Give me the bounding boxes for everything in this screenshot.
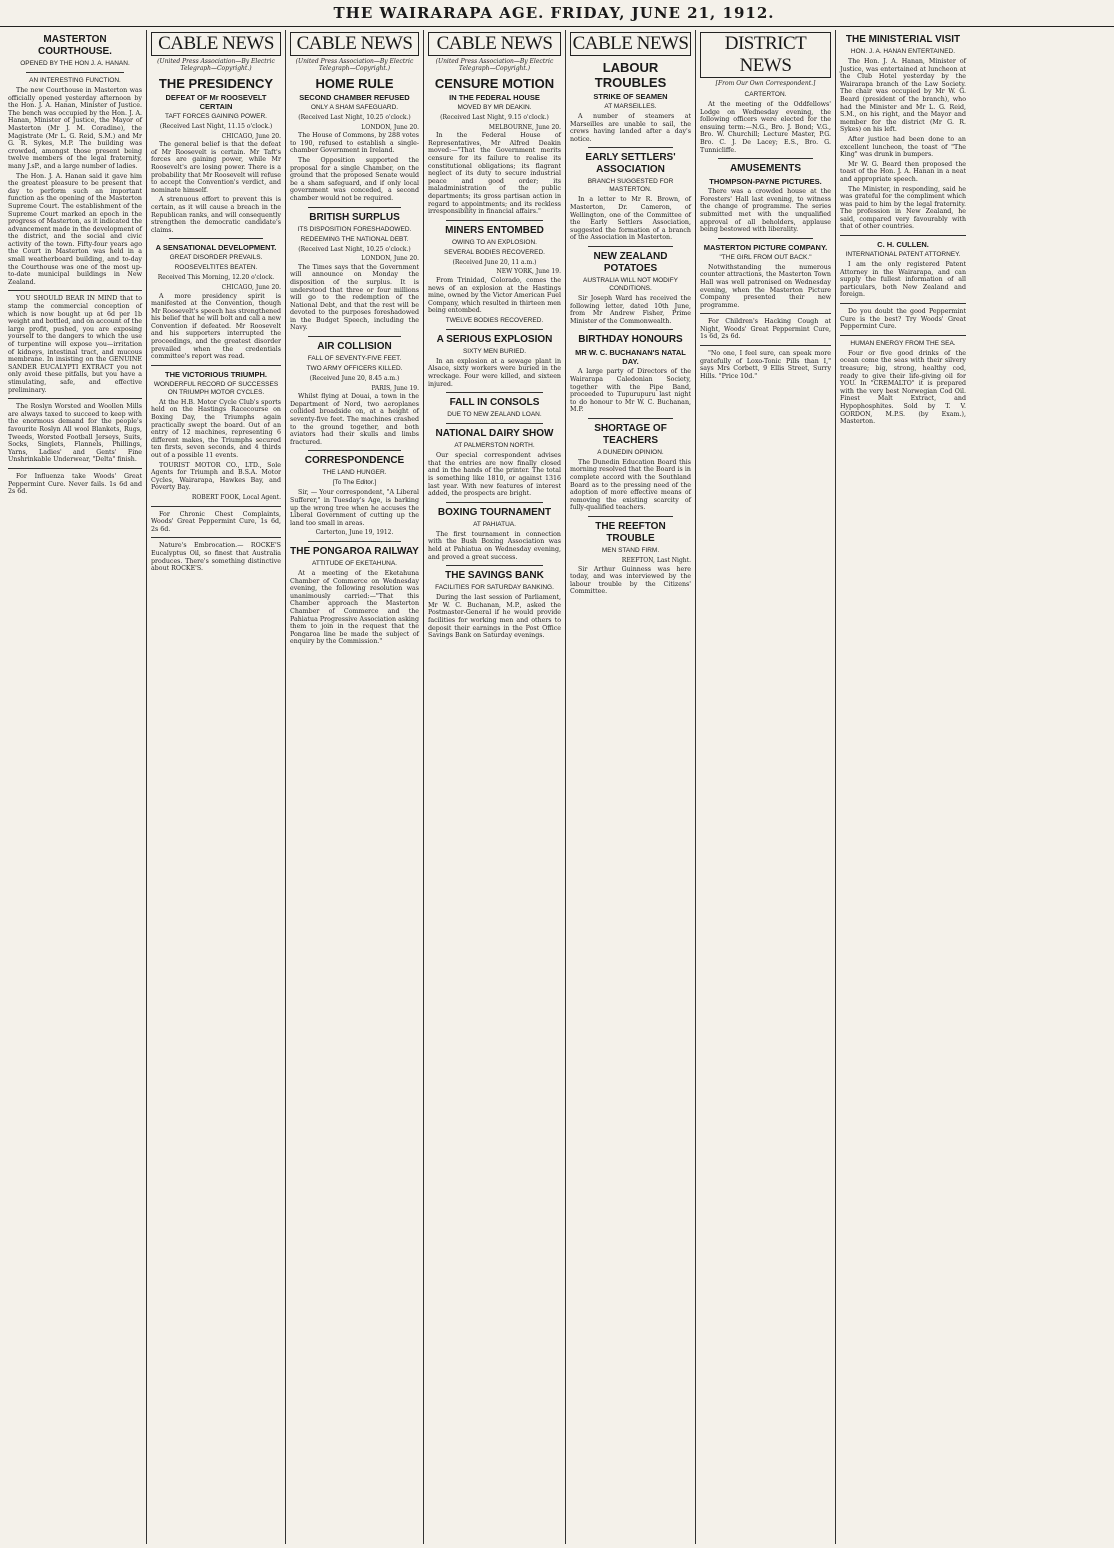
advert-chest: For Chronic Chest Complaints, Woods' Great Peppermint Cure, 1s 6d, 2s 6d. (151, 510, 281, 533)
article-paragraph: Notwithstanding the numerous counter attractions, the Masterton Town Hall was well patronised on Wednesday evening, when the Masterton Picture Company presented their new programme. (700, 263, 831, 309)
subhead-sensational: A SENSATIONAL DEVELOPMENT. (155, 243, 277, 253)
rule (446, 392, 543, 393)
article-paragraph: A large party of Directors of the Wairarapa Caledonian Society, together with the Pipe Band, proceeded to Tupurupuru last night to do honour to Mr W. C. Buchanan, M.P. (570, 368, 691, 414)
subhead-defeat: DEFEAT OF Mr ROOSEVELT CERTAIN (165, 93, 267, 111)
article-paragraph: In an explosion at a sewage plant in Alsace, sixty workers were buried in the wreckage. Four were killed, and sixteen injured. (428, 357, 561, 388)
dateline-place: MELBOURNE, June 20. (488, 123, 561, 131)
advert-cullen-title: INTERNATIONAL PATENT ATTORNEY. (845, 251, 961, 259)
rule (446, 423, 543, 424)
rule (446, 329, 543, 330)
rule (700, 345, 831, 346)
advert-rockes: Nature's Embrocation.— ROCKE'S Eucalyptus Oil, so finest that Australia produces. There's something distinctive about ROCKE'S. (151, 542, 281, 573)
headline-labour: LABOUR TROUBLES (594, 60, 667, 90)
column-cable-home-rule (286, 30, 424, 1544)
subhead-buchanan: MR W. C. BUCHANAN'S NATAL DAY. (575, 348, 686, 367)
subhead-dunedin: A DUNEDIN OPINION. (597, 448, 664, 456)
subhead-federal: IN THE FEDERAL HOUSE (449, 93, 540, 102)
headline-miners: MINERS ENTOMBED (445, 224, 544, 236)
columns (4, 30, 1110, 1544)
subhead-entertained: HON. J. A. HANAN ENTERTAINED. (850, 48, 956, 55)
headline-presidency: THE PRESIDENCY (158, 76, 274, 91)
headline-dairy-show: NATIONAL DAIRY SHOW (435, 428, 554, 440)
rule (588, 147, 673, 148)
received-line: (Received Last Night, 10.25 o'clock.) (298, 114, 411, 121)
article-paragraph: The House of Commons, by 288 votes to 190, refused to establish a single-chamber Government in Ireland. (290, 132, 419, 155)
subhead-twelve: TWELVE BODIES RECOVERED. (445, 316, 544, 324)
subhead-australia: AUSTRALIA WILL NOT MODIFY CONDITIONS. (583, 276, 678, 292)
article-paragraph: The new Courthouse in Masterton was officially opened yesterday afternoon by the Hon. J. A. Hanan, Minister of Justice. The bench was occupied by the Hon. J. A. Hanan, Minister of Justice, the Mayor of Masterton (Mr J. M. Coradine), the Magistrate (Mr L. G. Reid, S.M.) and Mr G. R. Sykes, M.P. The building was crowded, amongst those present being twelve members of the legal fraternity, many J.sP., and a large number of ladies. (8, 87, 142, 170)
article-paragraph: In the Federal House of Representatives, Mr Alfred Deakin moved:—"That the Government merits censure for its failure to realise its constitutional obligations; its flagrant neglect of its duty to secure industrial peace and good order; its maladministration of the public departments; its gross partisan action in regard to appointments; and its reckless irresponsibility in financial affairs." (428, 132, 561, 216)
rule (8, 290, 142, 291)
masthead (0, 0, 1114, 27)
headline-censure: CENSURE MOTION (434, 76, 555, 91)
subhead-beaten: ROOSEVELTITES BEATEN. (174, 264, 258, 272)
subhead-officers: TWO ARMY OFFICERS KILLED. (306, 365, 403, 373)
press-credit: (United Press Association—By Electric Telegraph—Copyright.) (295, 58, 414, 72)
headline-birthday: BIRTHDAY HONOURS (578, 334, 683, 346)
press-credit: (United Press Association—By Electric Telegraph—Copyright.) (435, 58, 554, 72)
dateline-place: CHICAGO, June 20. (221, 132, 281, 140)
article-paragraph: From Trinidad, Colorado, comes the news of an explosion at the Hastings mine, owned by the Victor American Fuel Company, which resulted in thirteen men being entombed. (428, 276, 561, 315)
advert-cullen-name: C. H. CULLEN. (877, 240, 929, 250)
headline-serious-explosion: A SERIOUS EXPLOSION (436, 333, 553, 345)
subhead-saturday: FACILITIES FOR SATURDAY BANKING. (435, 584, 554, 592)
rule (308, 207, 401, 208)
received-line: (Received Last Night, 10.25 o'clock.) (298, 245, 411, 253)
rule (308, 450, 401, 451)
subhead-function: AN INTERESTING FUNCTION. (29, 77, 121, 84)
advert-tourist-motor: TOURIST MOTOR CO., LTD., Sole Agents for Triumph and B.S.A. Motor Cycles, Wairarapa, Hawkes Bay, and Poverty Bay. (151, 461, 281, 492)
rule (308, 336, 401, 337)
article-paragraph: The general belief is that the defeat of Mr Roosevelt is certain. Mr Taft's forces are gaining power, while Mr Roosevelt's are losing power. There is a probability that Mr Roosevelt will refuse to accept the Convention's verdict, and nominate himself. (151, 141, 281, 194)
column-ministerial-visit (836, 30, 970, 1544)
headline-home-rule: HOME RULE (315, 76, 394, 91)
rule (840, 303, 966, 304)
rule (26, 72, 124, 73)
rule (588, 246, 673, 247)
article-paragraph: The Times says that the Government will announce on Monday the disposition of the surplus. It is understood that three or four millions will go to the redemption of the National Debt, and that the rest will be devoted to the purposes foreshadowed in the Budget Speech, including the Navy. (290, 263, 419, 332)
cable-news-banner: CABLE NEWS (428, 32, 561, 56)
headline-boxing: BOXING TOURNAMENT (437, 506, 552, 518)
column-cable-presidency (147, 30, 286, 1544)
rule (8, 398, 142, 399)
press-credit: (United Press Association—By Electric Telegraph—Copyright.) (157, 58, 275, 72)
headline-surplus: BRITISH SURPLUS (309, 211, 400, 223)
masthead-date: FRIDAY, JUNE 21, 1912. (550, 4, 775, 22)
advert-peppermint: Do you doubt the good Peppermint Cure is the best? Try Woods' Great Peppermint Cure. (840, 308, 966, 331)
article-paragraph: The Hon. J. A. Hanan, Minister of Justice, was entertained at luncheon at the Club Hotel yesterday by the Wairarapa branch of the Law Society. The chair was occupied by Mr W. G. Beard (president of the branch), who had the Minister and Mr L. G. Reid, S.M., on his right, and the Mayor and member for the district (Mr G. R. Sykes) on his left. (840, 58, 966, 134)
article-paragraph: Sir Joseph Ward has received the following letter, dated 10th June, from Mr Andrew Fisher, Prime Minister of the Commonwealth. (570, 294, 691, 325)
article-paragraph: Our special correspondent advises that the entries are now finally closed and in the hands of the printer. The total is something like 1810, or against 1316 last year. With new features of interest added, the prospects are bright. (428, 452, 561, 498)
subhead-triumph-record: WONDERFUL RECORD OF SUCCESSES ON TRIUMPH MOTOR CYCLES. (153, 380, 279, 396)
rule (8, 468, 142, 469)
subhead-deakin: MOVED BY MR DEAKIN. (457, 104, 532, 111)
subhead-sham: ONLY A SHAM SAFEGUARD. (310, 104, 399, 111)
article-paragraph: Whilst flying at Douai, a town in the Department of Nord, two aeroplanes collided broadside on, at a height of seventy-five feet. The machines crashed to the ground together, and both aviators had their skulls and limbs fractured. (290, 393, 419, 446)
article-paragraph: After justice had been done to an excellent luncheon, the toast of "The King" was drunk in bumpers. (840, 135, 966, 159)
subhead-disposition: ITS DISPOSITION FORESHADOWED. (297, 225, 412, 233)
subhead-palmerston: AT PALMERSTON NORTH. (454, 442, 535, 450)
dateline-place: REEFTON, Last Night. (621, 557, 691, 565)
correspondent-credit: [From Our Own Correspondent.] (715, 80, 816, 87)
article-paragraph: During the last session of Parliament, Mr W. C. Buchanan, M.P., asked the Postmaster-General if he would provide facilities for working men and others to deposit their earnings in the Post Office Savings Bank on Saturday evenings. (428, 594, 561, 640)
article-paragraph: The Dunedin Education Board this morning resolved that the Board is in complete accord with the Southland Board as to the pressing need of the adoption of more effective means of removing the existing scarcity of fully-qualified teachers. (570, 458, 691, 512)
subhead-opened: OPENED BY THE HON J. A. HANAN. (20, 60, 130, 67)
advert-influenza: For Influenza take Woods' Great Peppermint Cure. Never fails. 1s 6d and 2s 6d. (8, 472, 142, 496)
column-courthouse (4, 30, 147, 1544)
subhead-sixty: SIXTY MEN BURIED. (462, 347, 527, 355)
subhead-firm: MEN STAND FIRM. (601, 547, 660, 555)
headline-air-collision: AIR COLLISION (317, 341, 392, 353)
rule (718, 238, 813, 239)
article-paragraph: The Opposition supported the proposal for a single Chamber, on the ground that the proposed Senate would be a sham safeguard, and if only local government was conceded, a second chamber would not be required. (290, 156, 419, 202)
dateline-place: CHICAGO, June 20. (221, 283, 281, 291)
subhead-carterton: CARTERTON. (744, 91, 787, 98)
letter-signature: Carterton, June 19, 1912. (315, 529, 394, 537)
rule (446, 565, 543, 566)
subhead-loan: DUE TO NEW ZEALAND LOAN. (447, 411, 542, 419)
rule (718, 158, 813, 159)
article-paragraph: Sir Arthur Guinness was here today, and was interviewed by the labour trouble by the Citizens' Committee. (570, 565, 691, 596)
rule (151, 365, 281, 366)
headline-ministerial: THE MINISTERIAL VISIT (845, 34, 961, 45)
rule (151, 537, 281, 538)
article-paragraph: At the H.B. Motor Cycle Club's sports held on the Hastings Racecourse on Boxing Day, the Triumphs again practically swept the board. Out of an entry of 12 machines, representing 6 different makes, the Triumphs secured ten firsts, seven seconds, and 4 thirds out of a possible 11 events. (151, 398, 281, 459)
received-line: (Received Last Night, 9.15 o'clock.) (440, 114, 549, 121)
article-paragraph: There was a crowded house at the Foresters' Hall last evening, to witness the change of programme. The series submitted met with the unqualified approval of all beholders, applause being bestowed with liberality. (700, 188, 831, 234)
cable-news-banner: CABLE NEWS (151, 32, 281, 56)
headline-amusements: AMUSEMENTS (729, 163, 802, 175)
dateline-place: LONDON, June 20. (361, 123, 419, 131)
cable-news-banner: CABLE NEWS (570, 32, 691, 56)
subhead-bodies: SEVERAL BODIES RECOVERED. (444, 248, 545, 256)
headline-pongaroa: THE PONGAROA RAILWAY (290, 545, 419, 557)
article-paragraph: The Minister, in responding, said he was grateful for the compliment which was paid to him by the legal fraternity. The profession in New Zealand, he said, compared very favourably with that of other countries. (840, 185, 966, 231)
rule (588, 329, 673, 330)
rule (151, 506, 281, 507)
article-paragraph: At a meeting of the Eketahuna Chamber of Commerce on Wednesday evening, the following resolution was unanimously carried:—"That this Chamber approach the Masterton Chamber of Commerce and the Pahiatua Progressive Association asking them to join in the request that the Pongaroa line be made the subject of enquiry by the Commission." (290, 569, 419, 646)
advert-hacking-cough: For Children's Hacking Cough at Night, Woods' Great Peppermint Cure, 1s 6d, 2s 6d. (700, 318, 831, 341)
rule (588, 418, 673, 419)
article-paragraph: A number of steamers at Marseilles are unable to sail, the crews having landed after a day's notice. (570, 113, 691, 143)
received-line: (Received June 20, 11 a.m.) (452, 258, 537, 266)
subhead-taft: TAFT FORCES GAINING POWER. (165, 113, 267, 120)
cable-news-banner: CABLE NEWS (290, 32, 419, 56)
rule (169, 238, 263, 239)
article-paragraph: A more presidency spirit is manifested at the Convention, though Mr Roosevelt's speech has strengthened his belief that he will bolt and call a new Convention if defeated. Mr Roosevelt and his supporters interrupted the proceedings, and the greatest disorder prevailed when the credentials committee's report was read. (151, 292, 281, 361)
subhead-branch: BRANCH SUGGESTED FOR MASTERTON. (587, 178, 674, 194)
headline-savings-bank: THE SAVINGS BANK (445, 570, 544, 582)
headline-correspondence: CORRESPONDENCE (304, 455, 405, 467)
district-news-banner: DISTRICT NEWS (700, 32, 831, 78)
dateline-place: PARIS, June 19. (371, 384, 419, 392)
headline-teachers: SHORTAGE OF TEACHERS (594, 422, 667, 446)
subhead-explosion: OWING TO AN EXPLOSION. (451, 238, 537, 246)
received-line: (Received June 20, 8.45 a.m.) (309, 375, 400, 383)
subhead-seamen: STRIKE OF SEAMEN (593, 92, 668, 101)
rule (700, 313, 831, 314)
headline-reefton: THE REEFTON TROUBLE (595, 521, 666, 545)
article-paragraph: The first tournament in connection with the Bush Boxing Association was held at Pahiatua on Wednesday evening, and proved a great success. (428, 530, 561, 561)
article-paragraph: Sir, — Your correspondent, "A Liberal Sufferer," in Tuesday's Age, is barking up the wrong tree when he accuses the Liberal Government of cutting up the land too small in areas. (290, 489, 419, 527)
advert-eucalypti: YOU SHOULD BEAR IN MIND that to stamp the commercial conception of which is now bought up at 6d per 1b weight and bottled, and on account of the large profit, pushed, you are exposing yourself to the dangers to which the use of turpentine will expose you—irritation of kidneys, intestinal tract, and mucous membrane. In insisting on the GENUINE SANDER EUCALYPTI EXTRACT you not only avoid these pitfalls, but you have a stimulating, safe, and effective preliminary. (8, 295, 142, 394)
article-paragraph: The Hon. J. A. Hanan said it gave him the greatest pleasure to be present that day to perform such an important function as the opening of the Masterton Supreme Court. The establishment of the Supreme Court marked an epoch in the progress of Masterton, as it indicated the advancement made in the development of the district, and the social and civic activity of the town. Fifty-four years ago the Court in Masterton was held in a small weatherboard building, and to-day the Courthouse was one of the most up-to-date municipal buildings in New Zealand. (8, 172, 142, 286)
article-paragraph: At the meeting of the Oddfellows' Lodge on Wednesday evening, the following officers were elected for the ensuing term:—N.G., Bro. J. Bond; V.G., Bro. W. Churchill; Lecture Master, P.G. Bro. C. J. De Lacey; E.S., Bro. G. Tunnicliffe. (700, 101, 831, 154)
subhead-girl-from-out-back: "THE GIRL FROM OUT BACK." (719, 253, 812, 261)
rule (308, 541, 401, 542)
subhead-fall: FALL OF SEVENTY-FIVE FEET. (307, 355, 402, 363)
advert-cullen-body: I am the only registered Patent Attorney in the Wairarapa, and can supply the fullest information of all particulars, both New Zealand and foreign. (840, 261, 966, 299)
subhead-eketahuna: ATTITUDE OF EKETAHUNA. (312, 559, 397, 567)
subhead-debt: REDEEMING THE NATIONAL DEBT. (300, 235, 409, 243)
article-paragraph: In a letter to Mr R. Brown, of Masterton, Dr. Cameron, of Wellington, one of the Committee of the Early Settlers Association, suggested the formation of a branch of the Association in Masterton. (570, 196, 691, 242)
advert-energy-title: HUMAN ENERGY FROM THE SEA. (850, 339, 956, 347)
received-line: (Received Last Night, 11.15 o'clock.) (159, 123, 273, 130)
advert-agent: ROBERT FOOK, Local Agent. (191, 493, 281, 501)
headline-potatoes: NEW ZEALAND POTATOES (593, 250, 668, 274)
column-district-news (696, 30, 836, 1544)
advert-loxo-tonic: "No one, I feel sure, can speak more gratefully of Loxo-Tonic Pills than I," says Mrs Corbett, 9 Ellis Street, Surry Hills. "Price 10d." (700, 350, 831, 380)
rule (840, 235, 966, 236)
subhead-thompson-payne: THOMPSON-PAYNE PICTURES. (709, 177, 822, 187)
subhead-chamber: SECOND CHAMBER REFUSED (299, 93, 410, 102)
rule (446, 502, 543, 503)
headline-courthouse: MASTERTON COURTHOUSE. (38, 34, 112, 57)
advert-cremalto: Four or five good drinks of the ocean come the seas with their silvery treasure; big, strong, healthy cod, ready to give their life-giving oil for YOU. In "CREMALTO" it is prepared with the very best Norwegian Cod Oil. Finest Malt Extract, and Hypophosphites. Sold by T. V. GORDON, M.P.S. (by Exam.), Masterton. (840, 349, 966, 426)
subhead-land: THE LAND HUNGER. (322, 469, 387, 477)
subhead-picture-company: MASTERTON PICTURE COMPANY. (703, 242, 828, 252)
masthead-title: THE WAIRARAPA AGE. (333, 4, 545, 22)
headline-triumph: THE VICTORIOUS TRIUMPH. (165, 369, 267, 379)
rule (588, 516, 673, 517)
dateline-place: NEW YORK, June 19. (496, 268, 561, 276)
article-paragraph: Mr W. G. Beard then proposed the toast of the Hon. J. A. Hanan in a neat and appropriate speech. (840, 160, 966, 183)
subhead-disorder: GREAT DISORDER PREVAILS. (169, 254, 263, 262)
received-line: Received This Morning, 12.20 o'clock. (157, 274, 275, 282)
headline-early-settlers: EARLY SETTLERS' ASSOCIATION (585, 152, 676, 176)
rule (840, 335, 966, 336)
subhead-editor: [To The Editor.] (332, 479, 377, 487)
subhead-pahiatua: AT PAHIATUA. (473, 520, 516, 528)
advert-roslyn: The Roslyn Worsted and Woollen Mills are always taxed to succeed to keep with the enormous demand for the people's favourite Roslyn All wool Blankets, Rugs, Tweeds, Worsted Football Jerseys, Suits, Socks, Singlets, Flannels, Phillings, Yarns, Ladies' and Gents' Fine Unshrinkable Underwear, "Delta" finish. (8, 403, 142, 464)
column-cable-labour (566, 30, 696, 1544)
dateline-place: LONDON, June 20. (361, 255, 419, 263)
rule (446, 220, 543, 221)
article-paragraph: A strenuous effort to prevent this is certain, as it will cause a breach in the Republican ranks, and will consequently strengthen the democratic candidate's claims. (151, 196, 281, 234)
subhead-marseilles: AT MARSEILLES. (604, 103, 657, 110)
column-cable-censure (424, 30, 566, 1544)
headline-consols: FALL IN CONSOLS (449, 397, 540, 409)
